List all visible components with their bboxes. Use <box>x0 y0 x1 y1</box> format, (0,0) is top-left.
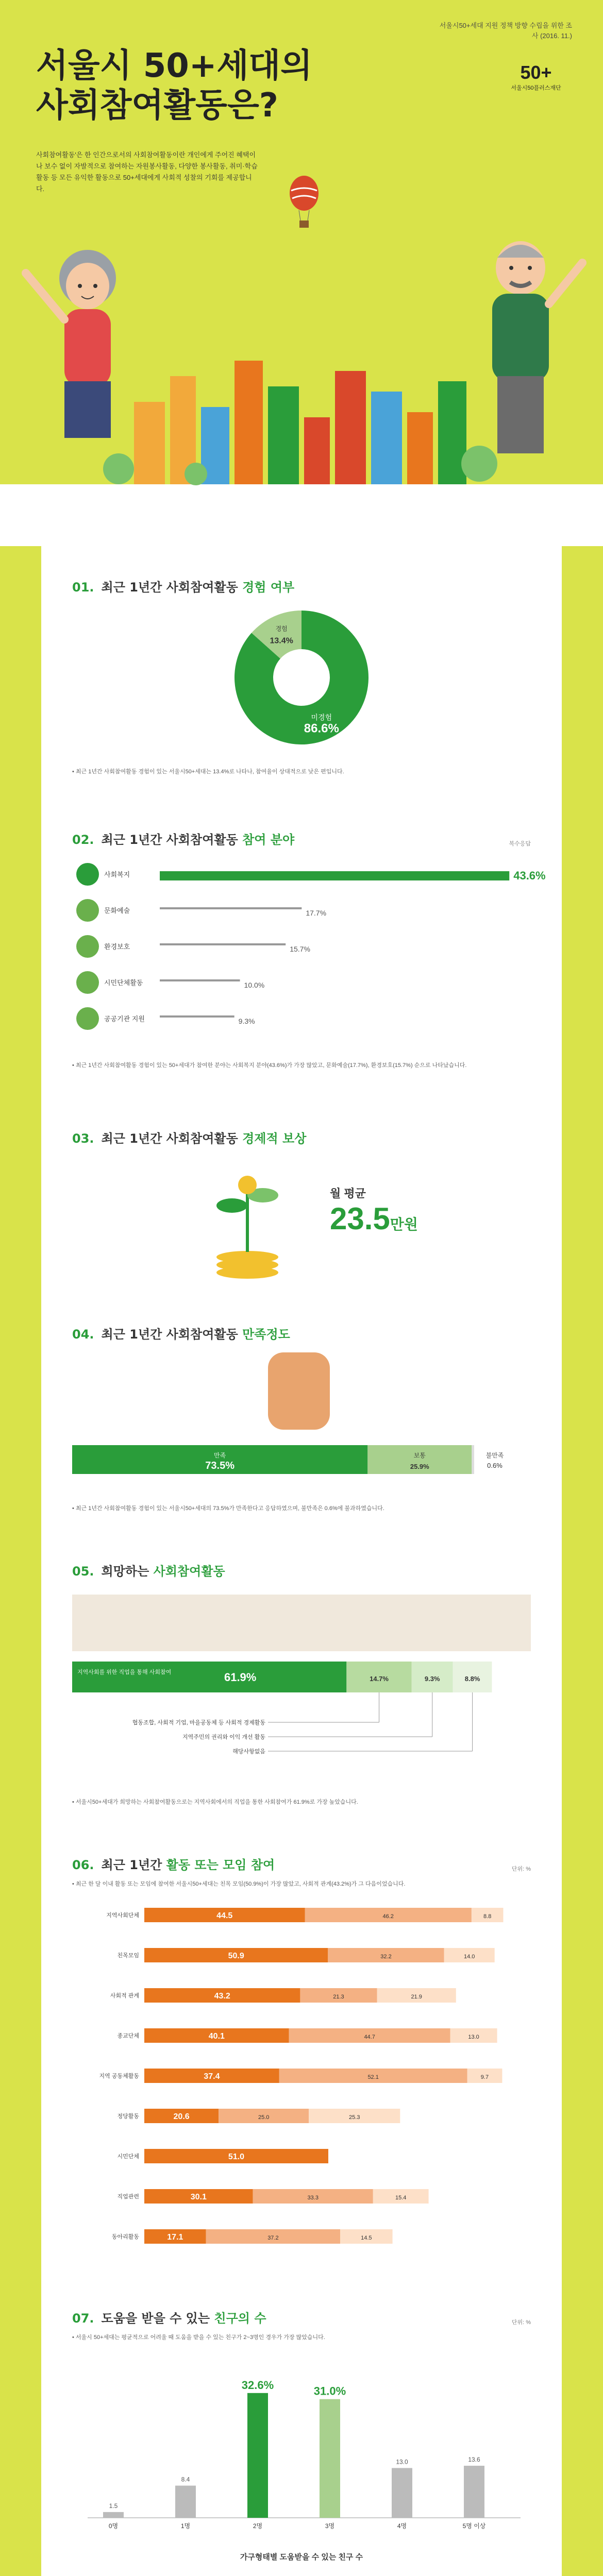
title-line-1: 서울시 50+세대의 <box>36 47 312 85</box>
category-icon <box>76 863 99 886</box>
slice-value: 13.4% <box>270 636 293 646</box>
title-line-2: 사회참여활동은? <box>36 86 278 125</box>
section-title: 03. 최근 1년간 사회참여활동 경제적 보상 <box>72 1131 307 1146</box>
bar-value: 10.0% <box>244 981 265 989</box>
section-title: 02. 최근 1년간 사회참여활동 참여 분야 <box>72 833 295 847</box>
segment-value: 9.3% <box>424 1675 440 1683</box>
segment-label: 불만족 <box>485 1452 504 1459</box>
bar <box>103 2512 124 2517</box>
bar-value: 15.7% <box>290 945 310 953</box>
segment-value: 14.0 <box>463 1953 475 1960</box>
friends-bar-chart <box>72 2353 531 2538</box>
bar-value: 31.0% <box>313 2384 346 2398</box>
category-label: 환경보호 <box>104 943 130 951</box>
category-label: 공공기관 지원 <box>104 1015 145 1023</box>
unit-label: 복수응답 <box>509 841 531 847</box>
segment-label: 만족 <box>214 1452 226 1459</box>
segment-value: 37.4 <box>204 2072 220 2081</box>
category-label: 사회복지 <box>104 871 130 878</box>
subchart-title-household: 가구형태별 도움받을 수 있는 친구 수 <box>240 2552 363 2562</box>
bar-value: 43.6% <box>513 869 546 882</box>
bar <box>160 907 301 909</box>
segment-value: 0.6% <box>487 1462 502 1469</box>
section-title: 04. 최근 1년간 사회참여활동 만족정도 <box>72 1327 290 1342</box>
segment-value: 25.3 <box>349 2114 360 2121</box>
category-label: 지역사회단체 <box>106 1912 139 1919</box>
experience-donut-chart <box>72 605 531 750</box>
fields-bar-chart <box>72 858 546 1054</box>
bar-value: 13.0 <box>396 2458 408 2466</box>
stacked-segment <box>72 1662 346 1692</box>
satisfaction-bar-chart <box>72 1347 531 1497</box>
category-label: 종교단체 <box>117 2032 139 2039</box>
stacked-segment <box>472 1445 474 1474</box>
category-icon <box>76 1007 99 1030</box>
category-label: 협동조합, 사회적 기업, 마을공동체 등 사회적 경제활동 <box>132 1720 265 1726</box>
segment-value: 52.1 <box>367 2074 379 2080</box>
bar <box>320 2399 340 2517</box>
segment-value: 13.0 <box>468 2033 479 2040</box>
segment-value: 15.4 <box>395 2194 407 2201</box>
slice-label: 경험 <box>275 625 288 633</box>
category-label: 사회적 관계 <box>110 1992 139 1999</box>
bar-value: 8.4 <box>181 2476 190 2483</box>
segment-value: 40.1 <box>208 2031 225 2041</box>
category-label: 5명 이상 <box>462 2522 486 2530</box>
section-title: 01. 최근 1년간 사회참여활동 경험 여부 <box>72 580 295 595</box>
category-label: 지역 공동체활동 <box>99 2073 139 2079</box>
segment-value: 50.9 <box>228 1951 244 1960</box>
balloon-icon <box>286 175 322 232</box>
bar <box>160 943 286 945</box>
segment-value: 21.9 <box>411 1993 422 2000</box>
bar-value: 32.6% <box>241 2378 274 2392</box>
category-icon <box>76 899 99 922</box>
bar <box>247 2393 268 2517</box>
skyline-illustration <box>72 1595 531 1651</box>
segment-value: 21.3 <box>333 1993 344 2000</box>
category-label: 해당사항없음 <box>232 1749 265 1755</box>
category-label: 지역사회를 위한 직업을 통해 사회참여 <box>77 1669 172 1675</box>
section-friends <box>41 2287 562 2576</box>
section-note: • 서울시 50+세대는 평균적으로 어려울 때 도움을 받을 수 있는 친구가 2~3명인 경우가 가장 많았습니다. <box>72 2334 325 2341</box>
slice-label: 미경험 <box>311 713 332 722</box>
logo-mark: 50+ <box>520 62 552 83</box>
section-satisfaction <box>41 1303 562 1540</box>
source-note: 서울시50+세대 지원 정책 방향 수립을 위한 조사 (2016. 11.) <box>439 22 572 40</box>
category-label: 0명 <box>108 2522 119 2530</box>
logo <box>505 62 567 92</box>
couple-illustration <box>268 1352 330 1430</box>
segment-value: 33.3 <box>307 2194 319 2201</box>
bar-value: 17.7% <box>306 909 327 917</box>
category-label: 시민단체 <box>117 2153 139 2160</box>
hero-section <box>0 0 603 546</box>
section-title: 06. 최근 1년간 활동 또는 모임 참여 <box>72 1858 275 1872</box>
segment-value: 30.1 <box>190 2192 207 2201</box>
category-label: 시민단체활동 <box>104 979 143 987</box>
segment-value: 61.9% <box>224 1671 257 1684</box>
segment-value: 44.7 <box>364 2033 375 2040</box>
category-label: 2명 <box>253 2522 263 2530</box>
category-icon <box>76 935 99 958</box>
category-label: 3명 <box>325 2522 335 2530</box>
bar <box>175 2485 196 2517</box>
section-experience <box>41 546 562 809</box>
category-label: 직업관련 <box>117 2193 139 2200</box>
activity-stacked-bar-chart <box>72 1896 531 2267</box>
bar-value: 13.6 <box>468 2455 480 2463</box>
section-compensation <box>41 1108 562 1303</box>
compensation-value: 월 평균 23.5만원 <box>330 1187 418 1236</box>
section-title: 05. 희망하는 사회참여활동 <box>72 1564 225 1579</box>
segment-value: 43.2 <box>214 1991 230 2001</box>
segment-value: 46.2 <box>382 1913 394 1920</box>
segment-value: 25.9% <box>410 1463 429 1470</box>
category-label: 1명 <box>180 2522 191 2530</box>
section-note: • 최근 1년간 사회참여활동 경험이 있는 서울시50+세대는 13.4%로 나타나, 참여율이 상대적으로 낮은 편입니다. <box>72 769 344 775</box>
unit-label: 단위: % <box>511 1866 531 1872</box>
household-donut-charts <box>72 2567 531 2576</box>
category-label: 동아리활동 <box>111 2233 139 2240</box>
category-label: 4명 <box>397 2522 407 2530</box>
page-title <box>36 46 312 126</box>
intro-text: 사회참여활동'은 한 인간으로서의 사회참여활동이란 개인에게 주어진 혜택이나 보수 없이 자발적으로 참여하는 자원봉사활동, 다양한 봉사활동, 취미·학습활동 등 모든 유익한 활동으로 50+세대에게 사회적 성찰의 기회를 제공합니다. <box>36 151 258 193</box>
bar <box>160 979 240 981</box>
unit-label: 단위: % <box>511 2319 531 2326</box>
segment-label: 보통 <box>413 1452 426 1459</box>
hope-bar-chart <box>72 1584 531 1790</box>
section-fields <box>41 809 562 1108</box>
category-label: 정당활동 <box>117 2113 139 2120</box>
segment-value: 51.0 <box>228 2152 245 2161</box>
segment-value: 44.5 <box>216 1911 233 1920</box>
segment-value: 73.5% <box>205 1460 235 1471</box>
bar <box>160 1015 234 1018</box>
city-illustration <box>0 330 603 546</box>
bar <box>392 2468 412 2518</box>
segment-value: 32.2 <box>380 1953 392 1960</box>
money-plant-icon <box>196 1159 299 1283</box>
segment-value: 17.1 <box>167 2232 183 2242</box>
category-label: 친목모임 <box>117 1952 139 1959</box>
section-hope <box>41 1540 562 1834</box>
segment-value: 37.2 <box>267 2234 279 2241</box>
segment-value: 20.6 <box>173 2112 190 2121</box>
section-note: • 최근 1년간 사회참여활동 경험이 있는 50+세대가 참여한 분야는 사회복지 분야(43.6%)가 가장 많았고, 문화예술(17.7%), 환경보호(15.7%) 순으로 나타났습니다. <box>72 1062 467 1069</box>
section-note: • 서울시50+세대가 희망하는 사회참여활동으로는 지역사회에서의 직업을 통한 사회참여가 61.9%로 가장 높았습니다. <box>72 1799 358 1805</box>
bar-value: 9.3% <box>238 1017 255 1025</box>
segment-value: 25.0 <box>258 2114 270 2121</box>
category-icon <box>76 971 99 994</box>
bar-value: 1.5 <box>109 2502 118 2510</box>
logo-text: 서울시50플러스재단 <box>511 85 561 91</box>
bar <box>464 2466 484 2518</box>
category-label: 문화예술 <box>104 907 130 914</box>
segment-value: 14.5 <box>361 2234 372 2241</box>
segment-value: 14.7% <box>370 1675 389 1683</box>
section-activity <box>41 1834 562 2287</box>
section-note: • 최근 한 달 이내 활동 또는 모임에 참여한 서울시50+세대는 친목 모임(50.9%)이 가장 많았고, 사회적 관계(43.2%)가 그 다음이었습니다. <box>72 1881 406 1887</box>
category-label: 지역주민의 권리와 이익 개선 활동 <box>182 1734 265 1740</box>
section-note: • 최근 1년간 사회참여활동 경험이 있는 서울시50+세대의 73.5%가 만족한다고 응답하였으며, 불만족은 0.6%에 불과하였습니다. <box>72 1505 384 1512</box>
segment-value: 8.8 <box>483 1913 492 1920</box>
segment-value: 9.7 <box>480 2074 489 2080</box>
bar <box>160 871 509 880</box>
segment-value: 8.8% <box>464 1675 480 1683</box>
section-title: 07. 도움을 받을 수 있는 친구의 수 <box>72 2311 266 2326</box>
slice-value: 86.6% <box>304 721 339 736</box>
